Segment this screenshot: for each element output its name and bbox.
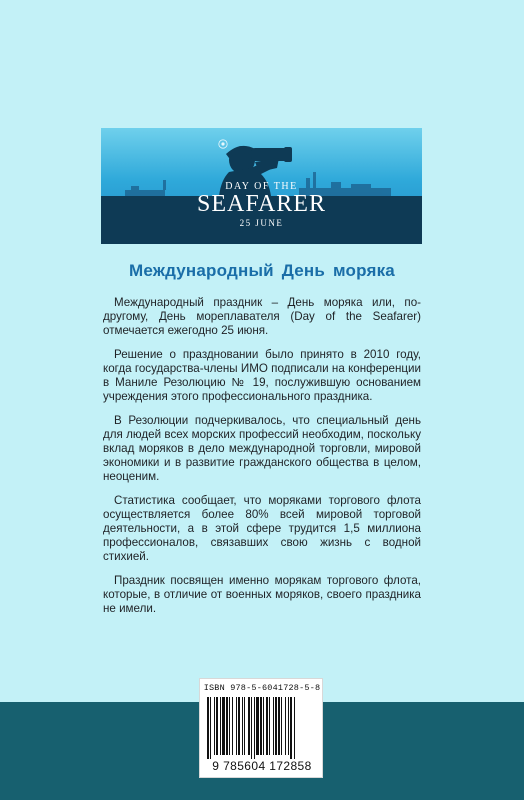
barcode-bar — [220, 697, 221, 755]
barcode-bar — [288, 697, 289, 755]
page-title: Международный День моряка — [129, 261, 395, 280]
banner-line-1: DAY OF THE — [225, 181, 298, 192]
barcode-bar — [207, 697, 209, 759]
paragraph: Решение о праздновании было принято в 2010 году, когда государства-члены ИМО подписали на конференции в Маниле Резолюцию № 19, послужившую основанием учреждения этого профессионального праздника. — [103, 348, 421, 403]
barcode-bar — [242, 697, 243, 755]
banner-line-2: SEAFARER — [197, 191, 326, 217]
barcode-bar — [248, 697, 250, 755]
barcode-bar — [290, 697, 292, 759]
barcode-bar — [285, 697, 286, 755]
barcode-bar — [263, 697, 264, 755]
barcode-bar — [222, 697, 225, 755]
barcode-bar — [275, 697, 277, 755]
paragraph: Международный праздник – День моряка или, по-другому, День мореплавателя (Day of the Seafarer) отмечается ежегодно 25 июня. — [103, 296, 421, 337]
banner-line-3: 25 JUNE — [239, 218, 284, 228]
barcode-bar — [281, 697, 282, 755]
barcode-bar — [226, 697, 228, 755]
isbn-label: ISBN 978-5-6041728-5-8 — [203, 683, 321, 693]
isbn-barcode — [199, 678, 323, 778]
barcode-bar — [266, 697, 268, 755]
barcode-bars — [206, 697, 318, 759]
barcode-bar — [294, 697, 295, 759]
article-body — [103, 296, 421, 616]
barcode-bar — [278, 697, 280, 755]
imo-emblem-icon — [218, 139, 228, 149]
barcode-bar — [229, 697, 230, 755]
barcode-bar — [269, 697, 270, 755]
barcode-bar — [210, 697, 211, 759]
barcode-bar — [238, 697, 240, 755]
day-of-seafarer-banner — [101, 128, 422, 244]
barcode-bar — [260, 697, 262, 755]
barcode-bar — [256, 697, 259, 755]
barcode-bar — [232, 697, 233, 755]
barcode-bar — [216, 697, 218, 755]
barcode-bar — [244, 697, 245, 755]
paragraph: Статистика сообщает, что моряками торгового флота осуществляется более 80% всей мировой торговой деятельности, а в этой сфере трудится 1,5 миллиона профессионалов, связавших свою жизнь с водной стихией. — [103, 494, 421, 563]
barcode-bar — [254, 697, 255, 759]
paragraph: В Резолюции подчеркивалось, что специальный день для людей всех морских профессий необходим, поскольку вклад моряков в дело международной торговли, мировой экономики и в развитие гражданского общества в целом, неоценим. — [103, 414, 421, 483]
barcode-digits: 9 785604 172858 — [212, 759, 312, 773]
barcode-bar — [236, 697, 237, 755]
barcode-bar — [214, 697, 215, 755]
barcode-bar — [251, 697, 252, 759]
barcode-bar — [273, 697, 274, 755]
paragraph: Праздник посвящен именно морякам торгового флота, которые, в отличие от военных моряков, своего праздника не имели. — [103, 574, 421, 615]
